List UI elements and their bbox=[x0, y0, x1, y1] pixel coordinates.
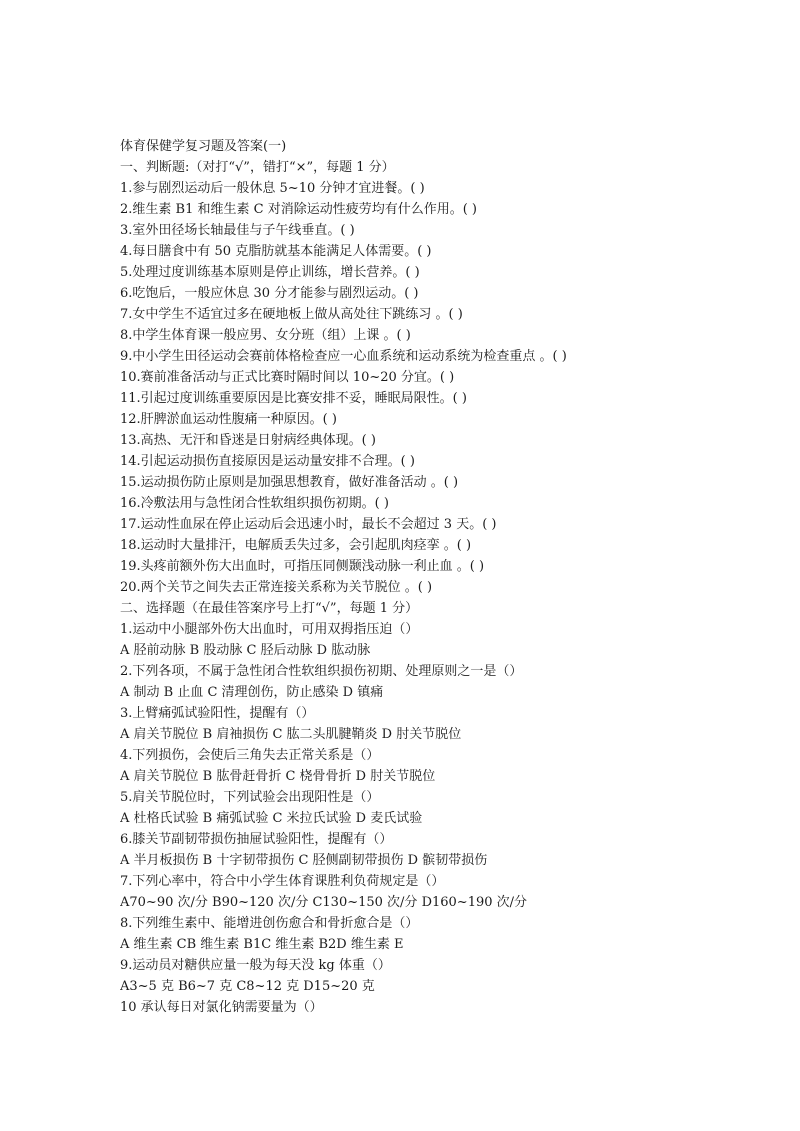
multiple-choice-list bbox=[120, 619, 760, 1018]
choice-line: A 制动 B 止血 C 清理创伤，防止感染 D 镇痛 bbox=[120, 685, 384, 700]
question-item: 13.高热、无汗和昏迷是日射病经典体现。( ) bbox=[120, 433, 376, 448]
question-item: 11.引起过度训练重要原因是比赛安排不妥，睡眠局限性。( ) bbox=[120, 391, 467, 406]
question-item: 17.运动性血尿在停止运动后会迅速小时，最长不会超过 3 天。( ) bbox=[120, 517, 497, 532]
question-item: 4.每日膳食中有 50 克脂肪就基本能满足人体需要。( ) bbox=[120, 244, 432, 259]
true-false-list bbox=[120, 178, 760, 598]
question-item: 16.冷敷法用与急性闭合性软组织损伤初期。( ) bbox=[120, 496, 389, 511]
choice-line: 1.运动中小腿部外伤大出血时，可用双拇指压迫（） bbox=[120, 622, 419, 637]
question-item: 6.吃饱后，一般应休息 30 分才能参与剧烈运动。( ) bbox=[120, 286, 419, 301]
question-item: 8.中学生体育课一般应男、女分班（组）上课 。( ) bbox=[120, 328, 411, 343]
section-heading-multiple-choice: 二、选择题（在最佳答案序号上打“√”，每题 1 分） bbox=[120, 601, 419, 616]
question-item: 12.肝脾淤血运动性腹痛一种原因。( ) bbox=[120, 412, 337, 427]
question-item: 9.中小学生田径运动会赛前体格检查应一心血系统和运动系统为检查重点 。( ) bbox=[120, 349, 567, 364]
choice-line: 9.运动员对糖供应量一般为每天没 kg 体重（） bbox=[120, 958, 391, 973]
document-page bbox=[120, 136, 760, 1018]
question-item: 20.两个关节之间失去正常连接关系称为关节脱位 。( ) bbox=[120, 580, 433, 595]
document-title: 体育保健学复习题及答案(一) bbox=[120, 139, 287, 154]
choice-line: 10 承认每日对氯化钠需要量为（） bbox=[120, 1000, 323, 1015]
choice-line: A 半月板损伤 B 十字韧带损伤 C 胫侧副韧带损伤 D 髌韧带损伤 bbox=[120, 853, 488, 868]
choice-line: A 维生素 CB 维生素 B1C 维生素 B2D 维生素 E bbox=[120, 937, 404, 952]
question-item: 5.处理过度训练基本原则是停止训练，增长营养。( ) bbox=[120, 265, 420, 280]
question-item: 3.室外田径场长轴最佳与子午线垂直。( ) bbox=[120, 223, 355, 238]
choice-line: A 肩关节脱位 B 肱骨赶骨折 C 桡骨骨折 D 肘关节脱位 bbox=[120, 769, 436, 784]
choice-line: 8.下列维生素中、能增进创伤愈合和骨折愈合是（） bbox=[120, 916, 419, 931]
question-item: 1.参与剧烈运动后一般休息 5~10 分钟才宜进餐。( ) bbox=[120, 181, 425, 196]
choice-line: 3.上臂痛弧试验阳性，提醒有（） bbox=[120, 706, 315, 721]
choice-line: 6.膝关节副韧带损伤抽屉试验阳性，提醒有（） bbox=[120, 832, 393, 847]
choice-line: A 杜格氏试验 B 痛弧试验 C 米拉氏试验 D 麦氏试验 bbox=[120, 811, 423, 826]
question-item: 2.维生素 B1 和维生素 C 对消除运动性疲劳均有什么作用。( ) bbox=[120, 202, 477, 217]
question-item: 15.运动损伤防止原则是加强思想教育，做好准备活动 。( ) bbox=[120, 475, 459, 490]
choice-line: A3~5 克 B6~7 克 C8~12 克 D15~20 克 bbox=[120, 979, 375, 994]
choice-line: 5.肩关节脱位时，下列试验会出现阳性是（） bbox=[120, 790, 380, 805]
choice-line: A 胫前动脉 B 股动脉 C 胫后动脉 D 肱动脉 bbox=[120, 643, 371, 658]
question-item: 19.头疼前额外伤大出血时，可指压同侧颞浅动脉一利止血 。( ) bbox=[120, 559, 485, 574]
choice-line: 7.下列心率中，符合中小学生体育课胜利负荷规定是（） bbox=[120, 874, 445, 889]
question-item: 14.引起运动损伤直接原因是运动量安排不合理。( ) bbox=[120, 454, 415, 469]
choice-line: 4.下列损伤，会使后三角失去正常关系是（） bbox=[120, 748, 380, 763]
choice-line: 2.下列各项，不属于急性闭合性软组织损伤初期、处理原则之一是（） bbox=[120, 664, 523, 679]
section-heading-true-false: 一、判断题:（对打“√”，错打“×”，每题 1 分） bbox=[120, 160, 395, 175]
question-item: 18.运动时大量排汗，电解质丢失过多，会引起肌肉痉挛 。( ) bbox=[120, 538, 472, 553]
question-item: 10.赛前准备活动与正式比赛时隔时间以 10~20 分宜。( ) bbox=[120, 370, 455, 385]
choice-line: A 肩关节脱位 B 肩袖损伤 C 肱二头肌腱鞘炎 D 肘关节脱位 bbox=[120, 727, 462, 742]
question-item: 7.女中学生不适宜过多在硬地板上做从高处往下跳练习 。( ) bbox=[120, 307, 463, 322]
choice-line: A70~90 次/分 B90~120 次/分 C130~150 次/分 D160~190 次/分 bbox=[120, 895, 528, 910]
